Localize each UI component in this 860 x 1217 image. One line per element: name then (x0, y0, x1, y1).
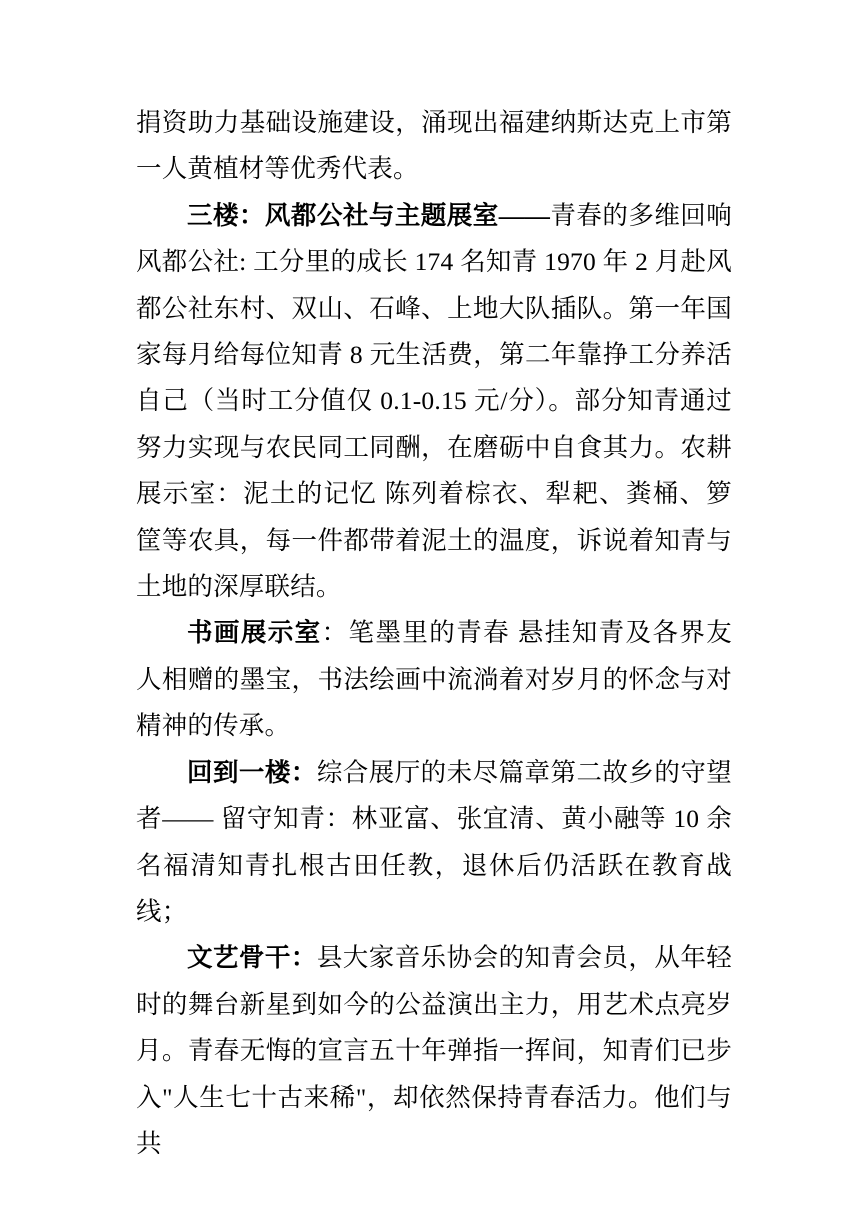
text-run: 青春的多维回响风都公社: 工分里的成长 174 名知青 1970 年 2 月赴风都公社东村、双山、石峰、上地大队插队。第一年国家每月给每位知青 8 元生活费，第二年靠挣工分养活自己（当时工分值仅 0.1-0.15 元/分）。部分知青通过努力实现与农民同工同酬，在磨砺中自食其力。农耕展示室：泥土的记忆 陈列着棕衣、犁耙、粪桶、箩筐等农具，每一件都带着泥土的温度，诉说着知青与土地的深厚联结。 (136, 200, 732, 602)
paragraph-art-backbone (136, 935, 732, 1167)
paragraph-back-to-first-floor (136, 750, 732, 936)
text-run-bold: 文艺骨干： (187, 943, 317, 973)
paragraph-third-floor-heading (136, 193, 732, 611)
text-run-bold: 回到一楼： (187, 757, 317, 787)
paragraph-donation (136, 100, 732, 193)
text-run-bold: 书画展示室 (187, 618, 322, 648)
text-run-bold: 三楼：风都公社与主题展室—— (187, 200, 551, 230)
paragraph-calligraphy-room (136, 610, 732, 749)
text-run: 捐资助力基础设施建设，涌现出福建纳斯达克上市第一人黄植材等优秀代表。 (136, 108, 732, 184)
text-run: 综合展厅的未尽篇章第二故乡的守望者—— 留守知青：林亚富、张宜清、黄小融等 10 余名福清知青扎根古田任教，退休后仍活跃在教育战线； (136, 757, 732, 926)
text-run: 县大家音乐协会的知青会员，从年轻时的舞台新星到如今的公益演出主力，用艺术点亮岁月。青春无悔的宣言五十年弹指一挥间，知青们已步入"人生七十古来稀"，却依然保持青春活力。他们与共 (136, 943, 732, 1158)
text-run: ：笔墨里的青春 悬挂知青及各界友人相赠的墨宝，书法绘画中流淌着对岁月的怀念与对精神的传承。 (136, 618, 732, 741)
document-body (136, 100, 732, 1167)
